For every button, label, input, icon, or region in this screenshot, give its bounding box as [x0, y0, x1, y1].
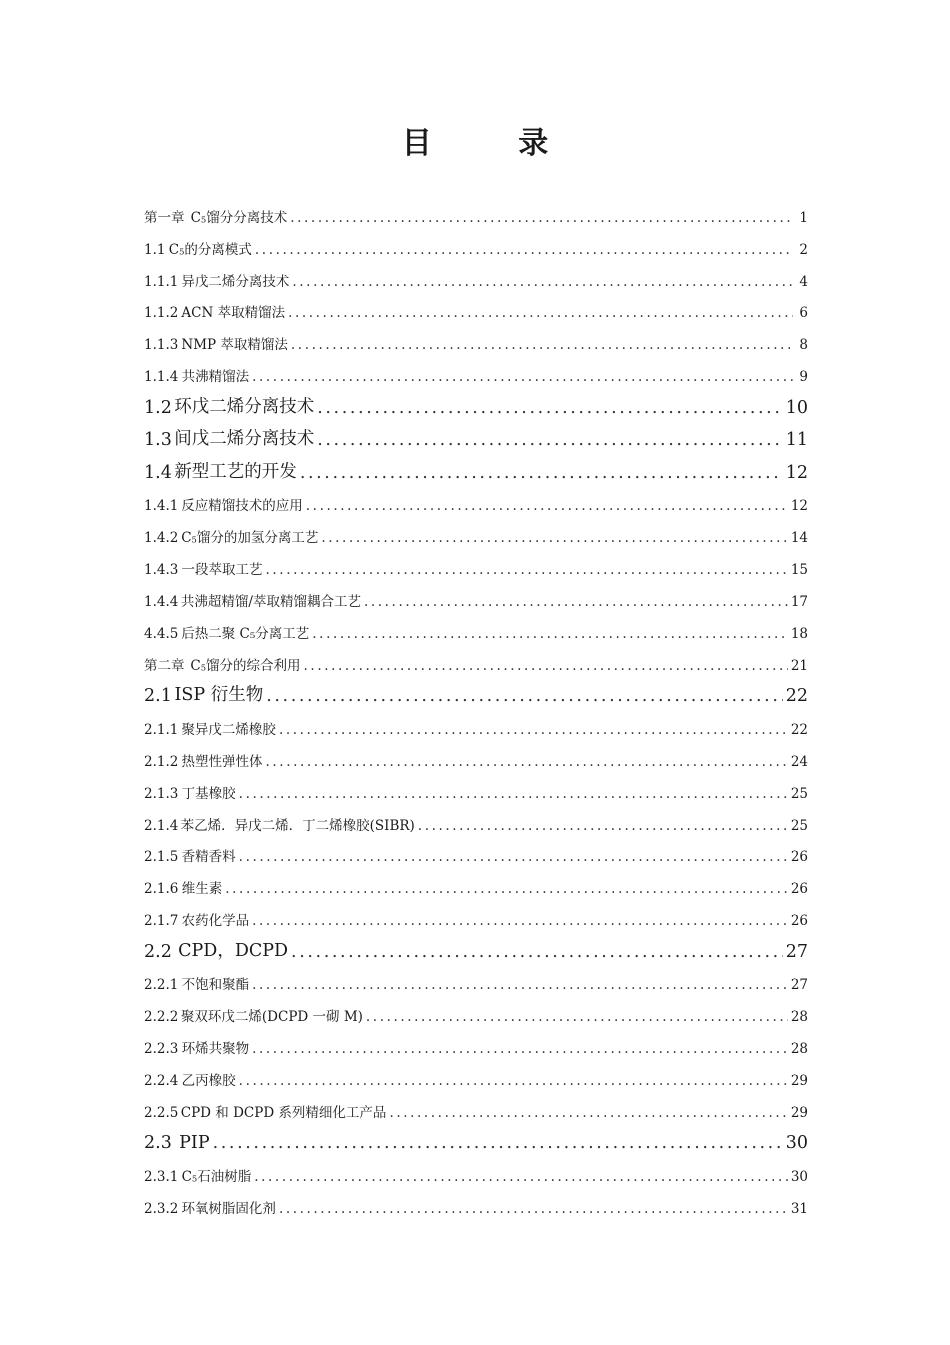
toc-entry-text: CPD 和 DCPD 系列精细化工产品	[180, 1104, 387, 1121]
toc-entry-number: 1.4.4	[144, 593, 179, 610]
toc-entry-number: 1.4	[144, 462, 172, 483]
toc-entry-page: 26	[790, 849, 808, 866]
toc-entry-page: 1	[799, 209, 808, 226]
toc-entry-text: 间戊二烯分离技术	[174, 429, 315, 450]
toc-entry-number: 2.1	[144, 686, 172, 707]
toc-entry[interactable]	[144, 865, 808, 897]
toc-entry-title	[181, 526, 318, 546]
toc-entry[interactable]	[144, 962, 808, 994]
toc-leader-dots	[252, 977, 788, 993]
toc-entry-prefix: C	[181, 1169, 192, 1186]
page-title: 目 录	[401, 126, 587, 161]
toc-entry-text: 共沸精馏法	[181, 369, 250, 386]
toc-entry-text: 的分离模式	[184, 241, 252, 258]
toc-entry-page: 28	[790, 1041, 808, 1058]
toc-entry-page: 30	[785, 1133, 808, 1154]
toc-entry-number: 第一章	[144, 209, 185, 226]
toc-entry[interactable]	[144, 385, 808, 418]
toc-entry-title	[174, 681, 263, 706]
toc-leader-dots	[321, 530, 787, 546]
toc-entry-title	[181, 718, 276, 738]
toc-entry[interactable]	[144, 1057, 808, 1089]
toc-entry-page: 30	[790, 1169, 808, 1186]
toc-entry-page: 22	[785, 686, 808, 707]
toc-leader-dots	[418, 818, 788, 834]
toc-entry-subscript: 5	[200, 662, 207, 673]
toc-entry-number: 1.1	[144, 241, 166, 258]
toc-entry-text: CPD，DCPD	[178, 940, 289, 961]
toc-leader-dots	[300, 463, 783, 483]
toc-entry[interactable]	[144, 226, 808, 258]
toc-entry[interactable]	[144, 546, 808, 578]
toc-entry-number: 2.1.5	[144, 849, 179, 866]
toc-leader-dots	[239, 786, 788, 802]
toc-entry-number: 2.3.2	[144, 1200, 179, 1217]
toc-entry[interactable]	[144, 1185, 808, 1217]
toc-entry-text: 香精香料	[181, 849, 236, 866]
toc-entry-text: 新型工艺的开发	[174, 461, 297, 482]
toc-entry-prefix: C	[190, 209, 201, 226]
toc-entry-text: 乙丙橡胶	[181, 1072, 236, 1089]
toc-entry-text: 不饱和聚酯	[181, 977, 250, 994]
toc-leader-dots	[291, 337, 793, 353]
toc-entry-number: 1.4.1	[144, 498, 179, 515]
toc-entry-page: 31	[790, 1200, 808, 1217]
toc-entry-text: PIP	[179, 1133, 210, 1154]
toc-entry-title	[182, 877, 223, 897]
toc-entry-number: 2.2.4	[144, 1072, 179, 1089]
toc-entry-text: 维生素	[181, 881, 223, 898]
toc-entry-number: 2.3	[144, 1133, 172, 1154]
toc-entry[interactable]	[144, 290, 808, 322]
toc-leader-dots	[317, 398, 783, 418]
toc-entry-prefix: C	[190, 657, 201, 674]
toc-leader-dots	[312, 626, 788, 642]
toc-entry[interactable]	[144, 450, 808, 483]
toc-entry-page: 25	[790, 785, 808, 802]
toc-entry-title	[181, 814, 415, 834]
toc-entry-page: 15	[790, 562, 808, 579]
toc-entry-text: ACN 萃取精馏法	[181, 305, 286, 322]
toc-entry-number: 2.2	[144, 941, 172, 962]
toc-leader-dots	[239, 849, 788, 865]
toc-entry-page: 26	[790, 881, 808, 898]
toc-entry-title	[182, 909, 250, 929]
toc-entry-number: 2.1.6	[144, 881, 179, 898]
toc-entry[interactable]	[144, 194, 808, 226]
toc-entry-page: 11	[785, 430, 808, 451]
toc-entry-title	[182, 365, 250, 385]
toc-entry-text: 环氧树脂固化剂	[181, 1200, 276, 1217]
toc-entry-title	[174, 425, 314, 450]
toc-entry-text: 聚异戊二烯橡胶	[181, 721, 276, 738]
toc-leader-dots	[292, 274, 793, 290]
toc-entry-title	[169, 238, 252, 258]
toc-entry[interactable]	[144, 483, 808, 515]
toc-leader-dots	[266, 754, 788, 770]
toc-entry-text: 丁基橡胶	[181, 785, 236, 802]
toc-leader-dots	[366, 1009, 788, 1025]
toc-entry-number: 2.2.3	[144, 1041, 179, 1058]
toc-entry-title	[181, 1005, 363, 1025]
toc-entry-page: 14	[790, 530, 808, 547]
toc-entry-page: 9	[799, 369, 808, 386]
toc-entry-title	[182, 973, 250, 993]
toc-entry[interactable]	[144, 993, 808, 1025]
toc-entry-number: 2.1.1	[144, 721, 179, 738]
toc-entry-prefix: C	[168, 241, 180, 258]
toc-entry-number: 2.1.3	[144, 785, 179, 802]
toc-entry[interactable]	[144, 321, 808, 353]
toc-entry-number: 2.3.1	[144, 1169, 179, 1186]
toc-entry[interactable]	[144, 258, 808, 290]
toc-entry-page: 24	[790, 753, 808, 770]
toc-entry-page: 21	[790, 657, 808, 674]
toc-entry-page: 12	[785, 462, 808, 483]
toc-leader-dots	[290, 210, 793, 226]
toc-entry[interactable]	[144, 834, 808, 866]
toc-entry-page: 18	[790, 625, 808, 642]
toc-entry-title	[181, 333, 288, 353]
toc-entry-page: 29	[790, 1104, 808, 1121]
toc-entry-page: 26	[790, 913, 808, 930]
toc-entry-number: 1.1.2	[144, 305, 179, 322]
toc-entry[interactable]	[144, 353, 808, 385]
toc-entry-title	[182, 1069, 236, 1089]
toc-leader-dots	[364, 594, 788, 610]
toc-entry-subscript: 5	[179, 246, 185, 257]
toc-leader-dots	[252, 1041, 788, 1057]
toc-entry-number: 2.1.2	[144, 753, 179, 770]
toc-entry-page: 4	[799, 273, 808, 290]
toc-entry-text: ISP 衍生物	[174, 685, 264, 706]
toc-leader-dots	[254, 1169, 788, 1185]
toc-entry-title	[174, 458, 297, 483]
toc-entry[interactable]	[144, 1089, 808, 1121]
toc-entry-page: 22	[790, 721, 808, 738]
toc-entry-page: 17	[790, 593, 808, 610]
toc-entry-number: 1.1.3	[144, 337, 179, 354]
toc-entry[interactable]	[144, 770, 808, 802]
toc-entry-number: 第二章	[144, 657, 185, 674]
toc-entry-title	[182, 750, 263, 770]
toc-entry-page: 8	[799, 337, 808, 354]
toc-leader-dots	[291, 942, 783, 962]
toc-entry-page: 2	[799, 241, 808, 258]
toc-entry-subscript: 5	[200, 214, 207, 225]
toc-leader-dots	[317, 430, 783, 450]
toc-entry[interactable]	[144, 642, 808, 674]
toc-entry[interactable]	[144, 1025, 808, 1057]
toc-leader-dots	[255, 242, 793, 258]
toc-entry-number: 1.4.2	[144, 530, 179, 547]
toc-entry-text: 馏分的综合利用	[206, 657, 301, 674]
toc-entry-number: 1.4.3	[144, 562, 179, 579]
toc-entry[interactable]	[144, 514, 808, 546]
toc-entry-page: 6	[799, 305, 808, 322]
toc-entry-title	[182, 845, 236, 865]
toc-entry-title	[174, 393, 314, 418]
toc-entry-title	[179, 1133, 209, 1153]
toc-entry-number: 2.1.7	[144, 913, 179, 930]
toc-entry-title	[182, 782, 236, 802]
toc-entry-page: 27	[785, 941, 808, 962]
toc-entry-text: 后热二聚 C₅分离工艺	[181, 625, 310, 642]
toc-entry-page: 29	[790, 1072, 808, 1089]
toc-entry-number: 4.4.5	[144, 625, 179, 642]
toc-entry-text: 环戊二烯分离技术	[174, 396, 315, 417]
toc-entry-number: 2.2.2	[144, 1009, 179, 1026]
toc-leader-dots	[266, 562, 788, 578]
toc-entry-title	[182, 1165, 252, 1185]
toc-entry-subscript: 5	[191, 534, 197, 545]
toc-leader-dots	[252, 369, 793, 385]
toc-entry-number: 2.1.4	[144, 817, 179, 834]
toc-entry-title	[191, 206, 288, 226]
toc-leader-dots	[304, 658, 788, 674]
toc-entry[interactable]	[144, 610, 808, 642]
toc-entry[interactable]	[144, 674, 808, 707]
toc-leader-dots	[252, 913, 788, 929]
toc-leader-dots	[389, 1105, 787, 1121]
toc-entry[interactable]	[144, 418, 808, 451]
toc-entry-number: 1.1.1	[144, 273, 179, 290]
toc-entry[interactable]	[144, 1121, 808, 1154]
toc-entry-page: 28	[790, 1009, 808, 1026]
toc-entry-prefix: C	[181, 530, 192, 547]
toc-entry-title	[190, 654, 300, 674]
toc-entry[interactable]	[144, 897, 808, 929]
toc-entry-title	[181, 270, 289, 290]
toc-entry-text: 反应精馏技术的应用	[181, 498, 303, 515]
toc-entry-title	[181, 1101, 387, 1121]
toc-entry-title	[182, 1037, 250, 1057]
toc-entry-text: 聚双环戊二烯(DCPD 一砌 M)	[180, 1009, 363, 1026]
toc-entry-subscript: 5	[191, 1173, 198, 1184]
toc-entry-text: 异戊二烯分离技术	[181, 273, 290, 290]
toc-entry-title	[181, 494, 303, 514]
toc-entry-text: 环烯共聚物	[181, 1041, 250, 1058]
toc-entry-text: 热塑性弹性体	[181, 753, 263, 770]
toc-entry-text: 馏分分离技术	[206, 209, 288, 226]
toc-entry-text: 一段萃取工艺	[181, 562, 263, 579]
toc-leader-dots	[266, 686, 782, 706]
toc-entry-text: 共沸超精馏/萃取精馏耦合工艺	[180, 593, 361, 610]
toc-entry[interactable]	[144, 1153, 808, 1185]
toc-entry-title	[181, 622, 309, 642]
toc-entry-number: 2.2.1	[144, 977, 179, 994]
toc-entry-number: 1.1.4	[144, 369, 179, 386]
toc-entry-page: 27	[790, 977, 808, 994]
toc-entry-page: 12	[790, 498, 808, 515]
toc-entry[interactable]	[144, 738, 808, 770]
toc-entry-page: 10	[785, 397, 808, 418]
toc-leader-dots	[239, 1073, 788, 1089]
toc-entry[interactable]	[144, 578, 808, 610]
toc-entry-text: 馏分的加氢分离工艺	[196, 530, 319, 547]
toc-entry[interactable]	[144, 802, 808, 834]
toc-entry-page: 25	[790, 817, 808, 834]
toc-entry[interactable]	[144, 706, 808, 738]
toc-entry-number: 2.2.5	[144, 1104, 179, 1121]
toc-leader-dots	[306, 498, 788, 514]
toc-entry-title	[182, 558, 263, 578]
table-of-contents	[144, 194, 808, 1217]
toc-leader-dots	[288, 305, 793, 321]
toc-entry-number: 1.2	[144, 397, 172, 418]
toc-entry-text: NMP 萃取精馏法	[181, 337, 288, 354]
toc-entry-title	[181, 301, 285, 321]
toc-leader-dots	[225, 881, 788, 897]
toc-entry-number: 1.3	[144, 430, 172, 451]
toc-leader-dots	[213, 1133, 783, 1153]
toc-entry-title	[181, 590, 361, 610]
toc-entry-text: 苯乙烯．异戊二烯．丁二烯橡胶(SIBR)	[180, 817, 415, 834]
toc-entry-text: 石油树脂	[197, 1169, 252, 1186]
toc-entry[interactable]	[144, 929, 808, 962]
toc-leader-dots	[279, 722, 788, 738]
toc-entry-title	[178, 937, 288, 962]
toc-entry-title	[181, 1197, 276, 1217]
toc-entry-text: 农药化学品	[181, 913, 250, 930]
toc-leader-dots	[279, 1201, 788, 1217]
